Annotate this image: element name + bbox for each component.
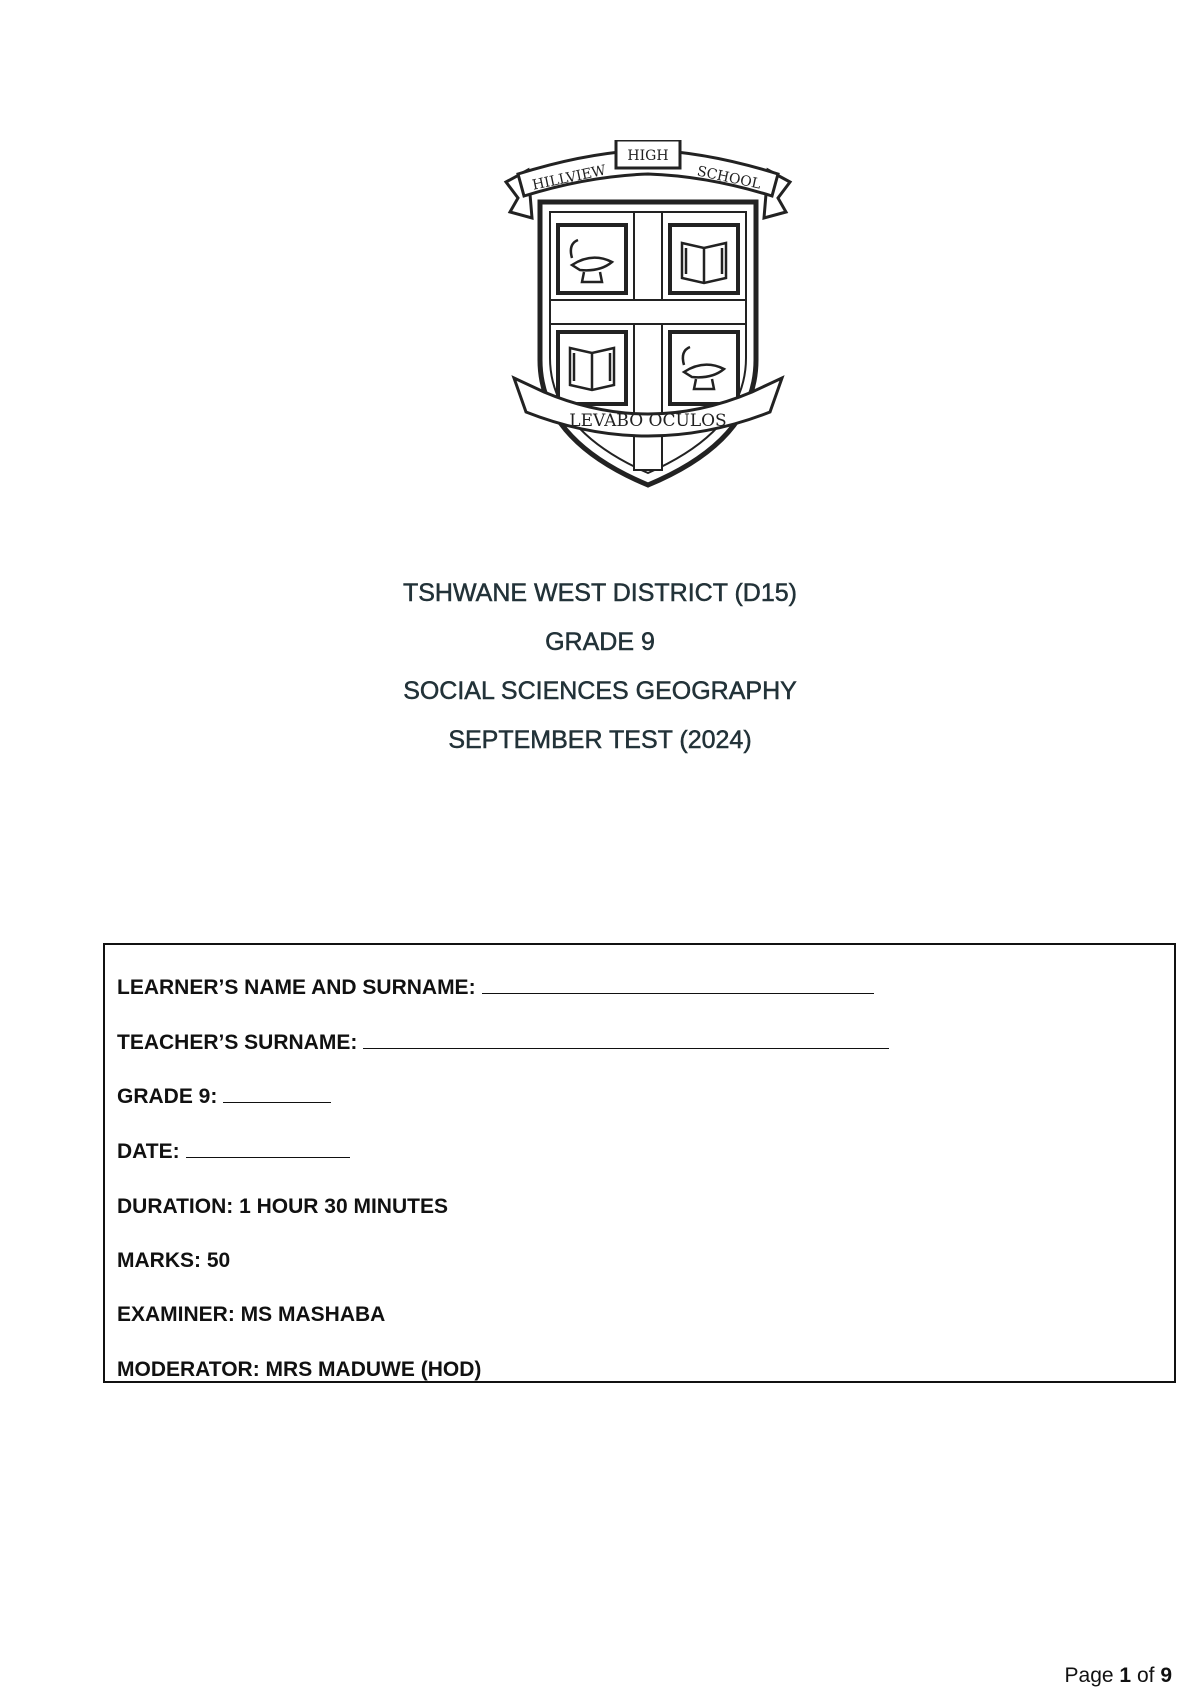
school-crest-logo (488, 140, 808, 490)
crest-banner-right: SCHOOL (695, 163, 763, 193)
crest-motto: LEVABO OCULOS (569, 411, 727, 431)
crest-banner-left: HILLVIEW (530, 162, 608, 194)
title-block (0, 578, 1200, 774)
of-word: of (1136, 1664, 1155, 1687)
page-word: Page (1064, 1664, 1114, 1687)
teacher-surname-label: TEACHER’S SURNAME: (117, 1031, 358, 1054)
examiner-text: EXAMINER: MS MASHABA (117, 1303, 386, 1326)
learner-name-label: LEARNER’S NAME AND SURNAME: (117, 976, 476, 999)
teacher-surname-row (117, 1030, 889, 1056)
grade-class-label: GRADE 9: (117, 1085, 218, 1108)
date-field[interactable] (186, 1139, 350, 1158)
subject-title: SOCIAL SCIENCES GEOGRAPHY (403, 677, 797, 705)
page-current: 1 (1119, 1664, 1132, 1687)
crest-banner-center: HIGH (627, 148, 669, 164)
date-label: DATE: (117, 1140, 180, 1163)
date-row (117, 1139, 350, 1165)
marks-text: MARKS: 50 (117, 1249, 231, 1272)
grade-class-row (117, 1084, 331, 1110)
page-total: 9 (1160, 1664, 1172, 1687)
duration-text: DURATION: 1 HOUR 30 MINUTES (117, 1195, 448, 1218)
learner-name-row (117, 975, 874, 1001)
learner-info-box (103, 943, 1176, 1383)
district-title: TSHWANE WEST DISTRICT (D15) (402, 579, 797, 607)
teacher-surname-field[interactable] (363, 1030, 889, 1049)
learner-name-field[interactable] (482, 975, 874, 994)
grade-title: GRADE 9 (545, 628, 655, 656)
grade-class-field[interactable] (223, 1084, 331, 1103)
test-title: SEPTEMBER TEST (2024) (448, 726, 752, 754)
moderator-text: MODERATOR: MRS MADUWE (HOD) (117, 1358, 482, 1381)
page-number (1065, 1664, 1172, 1688)
